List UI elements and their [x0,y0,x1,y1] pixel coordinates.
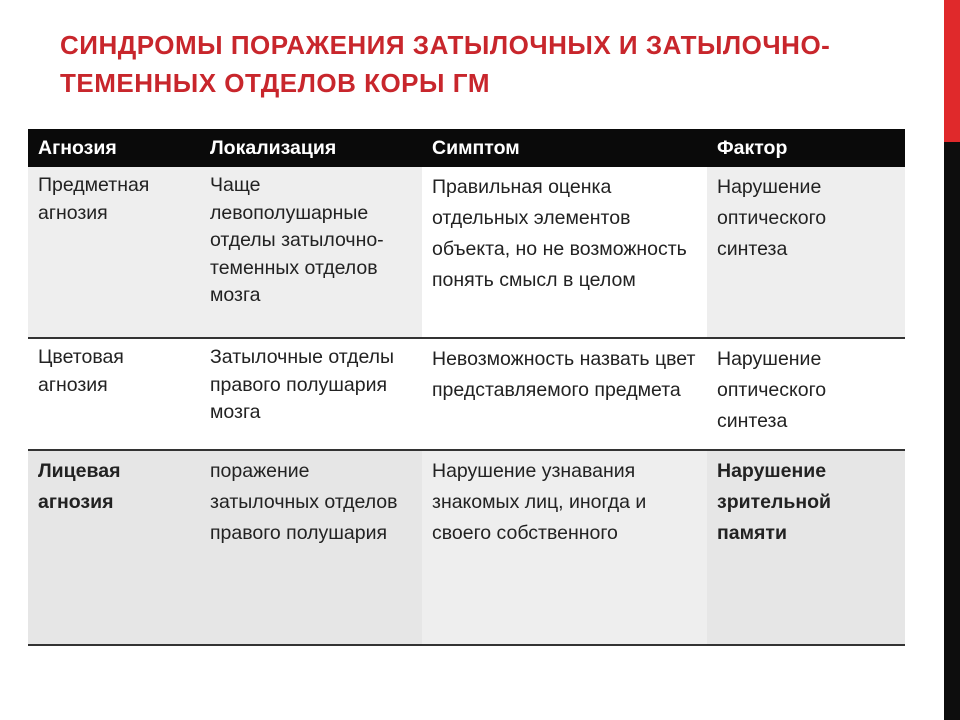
cell-localization: поражение затылочных отделов правого полушария [210,460,398,544]
header-cell-agnosia: Агнозия [38,137,117,159]
cell-symptom: Невозможность назвать цвет представляемого предмета [422,339,707,449]
cell-agnosia: Цветовая агнозия [38,346,124,396]
agnosia-table [28,129,905,646]
cell-agnosia: Лицевая агнозия [38,460,121,513]
cell-symptom: Правильная оценка отдельных элементов объекта, но не возможность понять смысл в целом [422,167,707,337]
cell-localization: Затылочные отделы правого полушария мозга [210,346,395,423]
header-cell-factor: Фактор [717,137,788,159]
cell-factor: Нарушение оптического синтеза [717,176,827,260]
cell-localization: Чаще левополушарные отделы затылочно-теменных отделов мозга [210,174,384,306]
table-bottom-border [28,644,905,646]
side-accent-bar [944,0,960,142]
cell-agnosia: Предметная агнозия [38,174,150,224]
cell-factor: Нарушение оптического синтеза [717,348,827,432]
cell-symptom: Нарушение узнавания знакомых лиц, иногда и своего собственного [422,451,707,644]
table-row [28,451,905,644]
cell-factor: Нарушение зрительной памяти [717,460,832,544]
table-header-row [28,129,905,167]
table-row [28,167,905,337]
header-cell-localization: Локализация [210,137,337,159]
header-cell-symptom: Симптом [432,137,520,159]
table-row [28,339,905,449]
slide-title: СИНДРОМЫ ПОРАЖЕНИЯ ЗАТЫЛОЧНЫХ И ЗАТЫЛОЧНО-ТЕМЕННЫХ ОТДЕЛОВ КОРЫ ГМ [60,30,831,98]
